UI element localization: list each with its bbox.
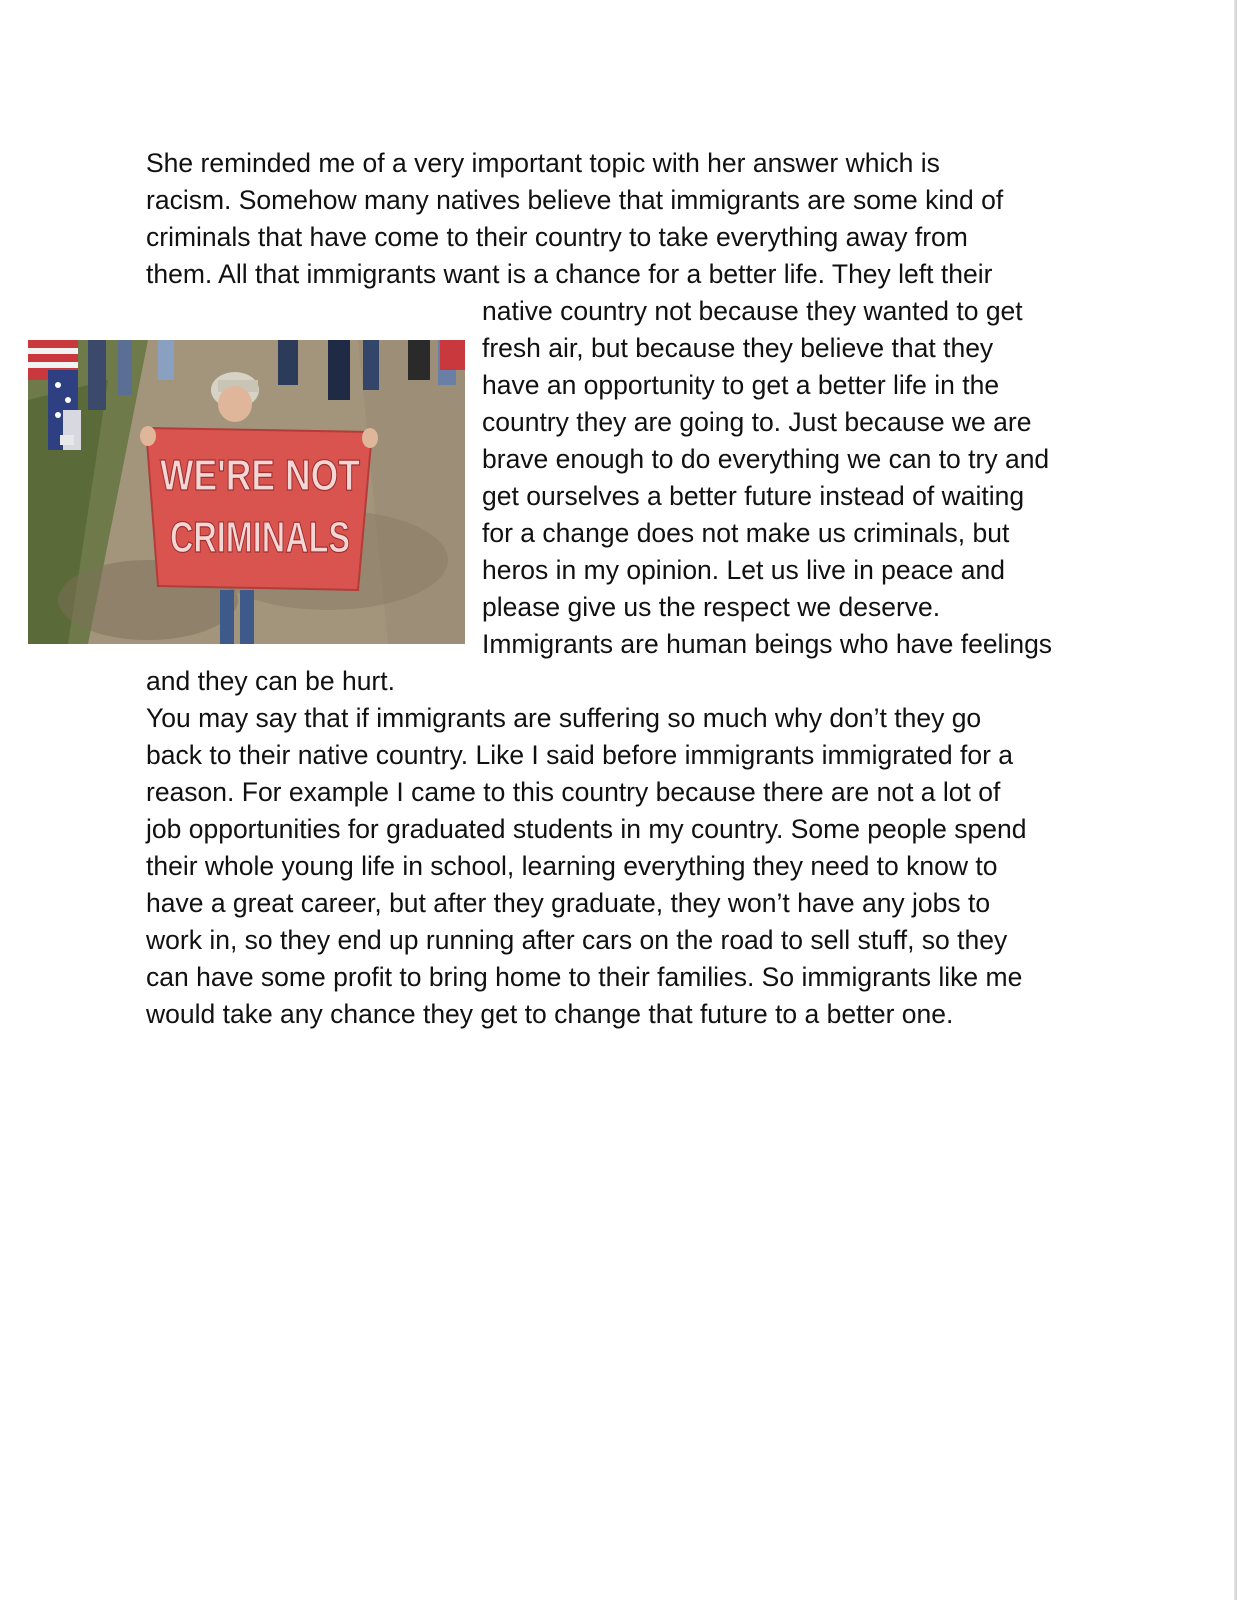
paragraph-line: them. All that immigrants want is a chance for a better life. They left their <box>146 259 993 289</box>
sign-text-line-1: WE'RE NOT <box>160 451 361 500</box>
paragraph-line: would take any chance they get to change that future to a better one. <box>146 999 954 1029</box>
paragraph-line: heros in my opinion. Let us live in peace and <box>482 555 1005 585</box>
paragraph-line: back to their native country. Like I said before immigrants immigrated for a <box>146 740 1014 770</box>
paragraph-line: have a great career, but after they graduate, they won’t have any jobs to <box>146 888 991 918</box>
paragraph-line: racism. Somehow many natives believe that immigrants are some kind of <box>146 185 1004 215</box>
paragraph-line: criminals that have come to their country to take everything away from <box>146 222 968 252</box>
paragraph-line: Immigrants are human beings who have feelings <box>482 629 1053 659</box>
paragraph-line: You may say that if immigrants are suffering so much why don’t they go <box>146 703 982 733</box>
paragraph-line: have an opportunity to get a better life in the <box>482 370 1000 400</box>
paragraph-line: reason. For example I came to this country because there are not a lot of <box>146 777 1001 807</box>
paragraph-line: fresh air, but because they believe that they <box>482 333 994 363</box>
protest-photo <box>28 340 465 644</box>
paragraph-line: She reminded me of a very important topic with her answer which is <box>146 148 940 178</box>
paragraph-line: job opportunities for graduated students in my country. Some people spend <box>146 814 1027 844</box>
paragraph-line: brave enough to do everything we can to try and <box>482 444 1050 474</box>
paragraph-line: get ourselves a better future instead of waiting <box>482 481 1025 511</box>
paragraph-line: work in, so they end up running after cars on the road to sell stuff, so they <box>146 925 1008 955</box>
protest-photo-illustration <box>28 340 465 644</box>
paragraph-line: please give us the respect we deserve. <box>482 592 941 622</box>
paragraph-line: can have some profit to bring home to their families. So immigrants like me <box>146 962 1023 992</box>
paragraph-line: for a change does not make us criminals, but <box>482 518 1010 548</box>
paragraph-line: their whole young life in school, learning everything they need to know to <box>146 851 998 881</box>
sign-text-line-2: CRIMINALS <box>170 513 350 562</box>
paragraph-line: and they can be hurt. <box>146 666 395 696</box>
paragraph-line: native country not because they wanted to get <box>482 296 1023 326</box>
paragraph-line: country they are going to. Just because we are <box>482 407 1032 437</box>
